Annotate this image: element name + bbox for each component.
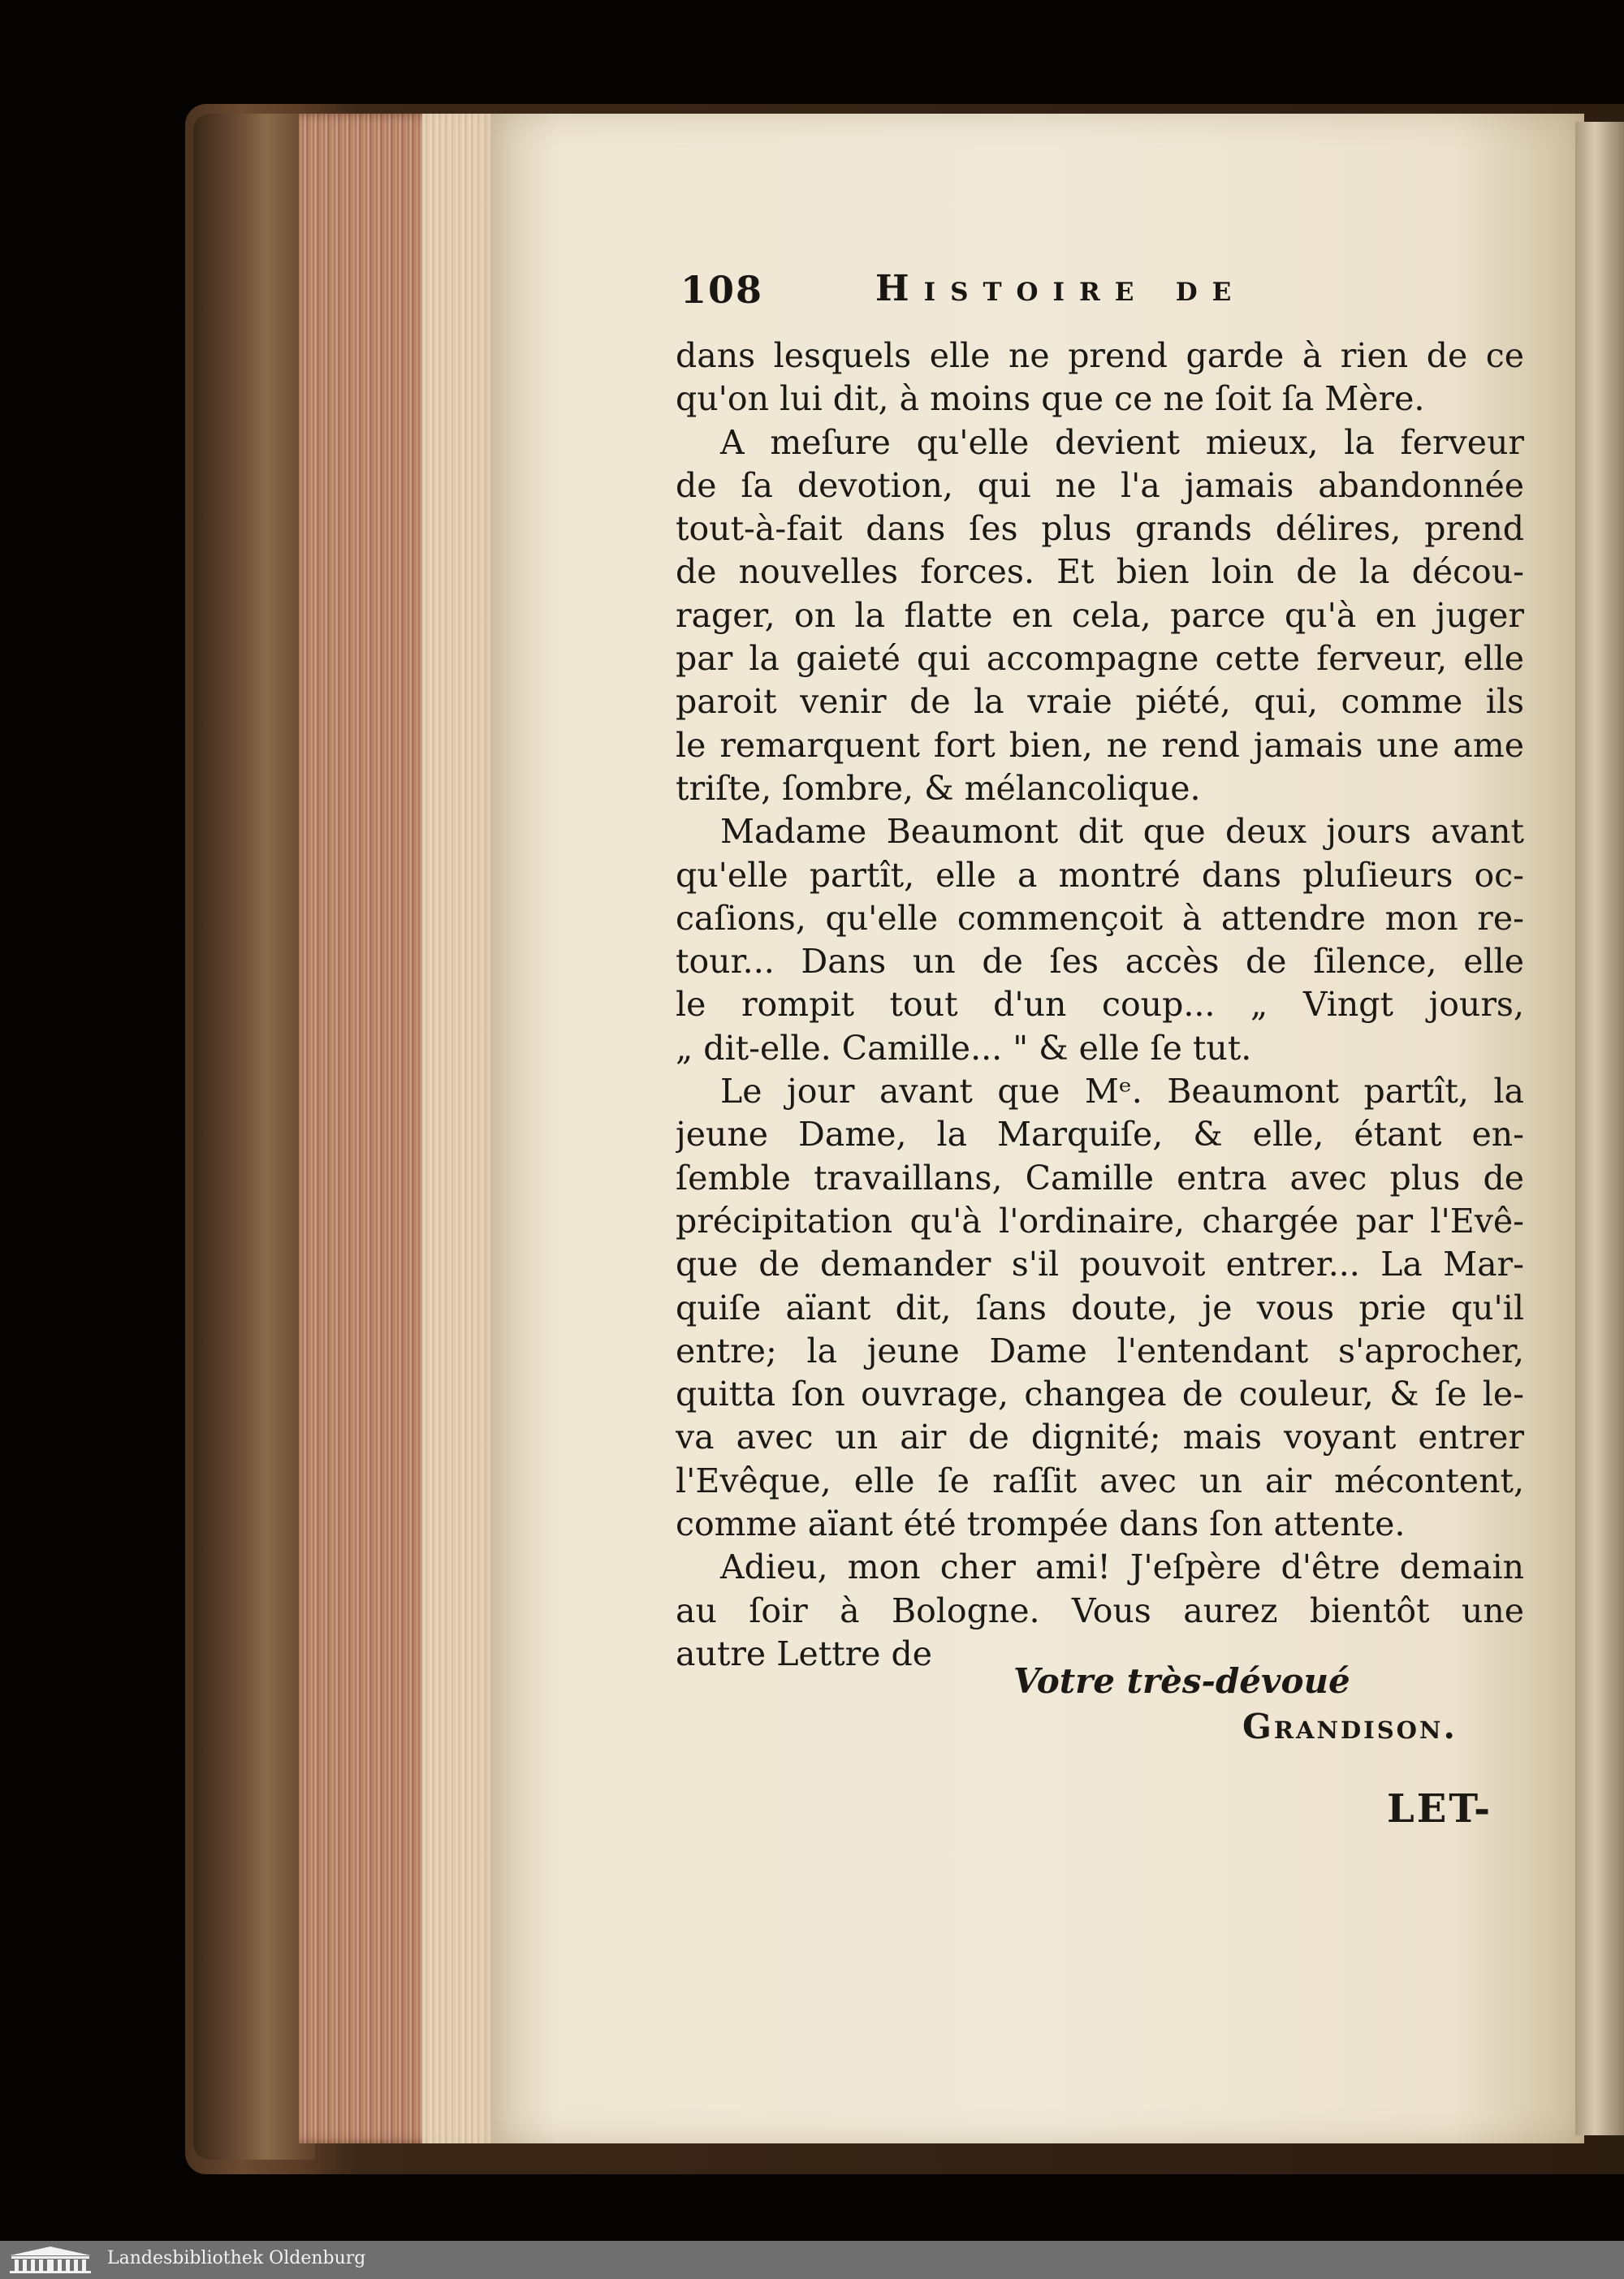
- text-line: rager, on la flatte en cela, parce qu'à en juger: [676, 595, 1524, 635]
- text-line: tout-à-fait dans ſes plus grands délires, prend: [676, 509, 1524, 549]
- text-line: triſte, ſombre, & mélancolique.: [676, 768, 1201, 808]
- cover-fold: [193, 114, 315, 2160]
- text-line: paroit venir de la vraie piété, qui, comme ils: [676, 682, 1524, 722]
- text-line: ſemble travaillans, Camille entra avec plus de: [676, 1158, 1524, 1198]
- text-line: qu'on lui dit, à moins que ce ne ſoit ſa Mère.: [676, 379, 1425, 419]
- text-line: comme aïant été trompée dans ſon attente.: [676, 1504, 1406, 1544]
- text-line: le remarquent fort bien, ne rend jamais une ame: [676, 725, 1524, 765]
- text-line: que de demander s'il pouvoit entrer... La Mar-: [676, 1245, 1524, 1284]
- text-line: A meſure qu'elle devient mieux, la ferveur: [720, 422, 1524, 462]
- text-line: entre; la jeune Dame l'entendant s'aprocher,: [676, 1331, 1524, 1370]
- text-line: jeune Dame, la Marquiſe, & elle, étant en-: [676, 1115, 1524, 1155]
- page-edges-inner: [422, 114, 495, 2143]
- text-line: tour... Dans un de ſes accès de ſilence, elle: [676, 942, 1524, 982]
- running-head: [680, 268, 1501, 317]
- text-line: caſions, qu'elle commençoit à attendre mon re-: [676, 898, 1524, 938]
- text-line: quitta ſon ouvrage, changea de couleur, & ſe le-: [676, 1375, 1524, 1414]
- body-text: [676, 335, 1524, 1676]
- facing-page-sliver: [1575, 122, 1624, 2135]
- text-line: va avec un air de dignité; mais voyant entrer: [676, 1418, 1524, 1457]
- text-line: précipitation qu'à l'ordinaire, chargée par l'Evê-: [676, 1201, 1524, 1241]
- text-line: au ſoir à Bologne. Vous aurez bientôt une: [676, 1591, 1524, 1630]
- text-line: Madame Beaumont dit que deux jours avant: [720, 812, 1524, 852]
- text-line: autre Lettre de: [676, 1634, 933, 1673]
- text-line: le rompit tout d'un coup... „ Vingt jours,: [676, 985, 1524, 1025]
- text-line: l'Evêque, elle ſe raſſit avec un air mécontent,: [676, 1461, 1524, 1500]
- catchword: LET-: [1387, 1786, 1493, 1832]
- text-line: Le jour avant que Mᵉ. Beaumont partît, la: [720, 1072, 1524, 1111]
- library-building-icon: [5, 2244, 96, 2275]
- text-line: de ſa devotion, qui ne l'a jamais abandonnée: [676, 465, 1524, 505]
- text-line: „ dit-elle. Camille... " & elle ſe tut.: [676, 1028, 1252, 1068]
- text-line: qu'elle partît, elle a montré dans pluſieurs oc-: [676, 855, 1524, 895]
- page-number: 108: [680, 268, 764, 312]
- footer-bar: [0, 2241, 1624, 2279]
- running-title: Histoire de: [875, 268, 1246, 309]
- text-line: dans lesquels elle ne prend garde à rien de ce: [676, 336, 1524, 375]
- text-line: de nouvelles forces. Et bien loin de la décou-: [676, 552, 1524, 592]
- text-line: Adieu, mon cher ami! J'eſpère d'être demain: [720, 1547, 1524, 1587]
- signature-name: Grandison.: [1242, 1707, 1458, 1746]
- library-name: Landesbibliothek Oldenburg: [107, 2248, 366, 2268]
- text-line: quiſe aïant dit, ſans doute, je vous prie qu'il: [676, 1288, 1524, 1327]
- text-line: par la gaieté qui accompagne cette ferveur, elle: [676, 639, 1524, 679]
- letter-closing: Votre très-dévoué: [1013, 1661, 1350, 1701]
